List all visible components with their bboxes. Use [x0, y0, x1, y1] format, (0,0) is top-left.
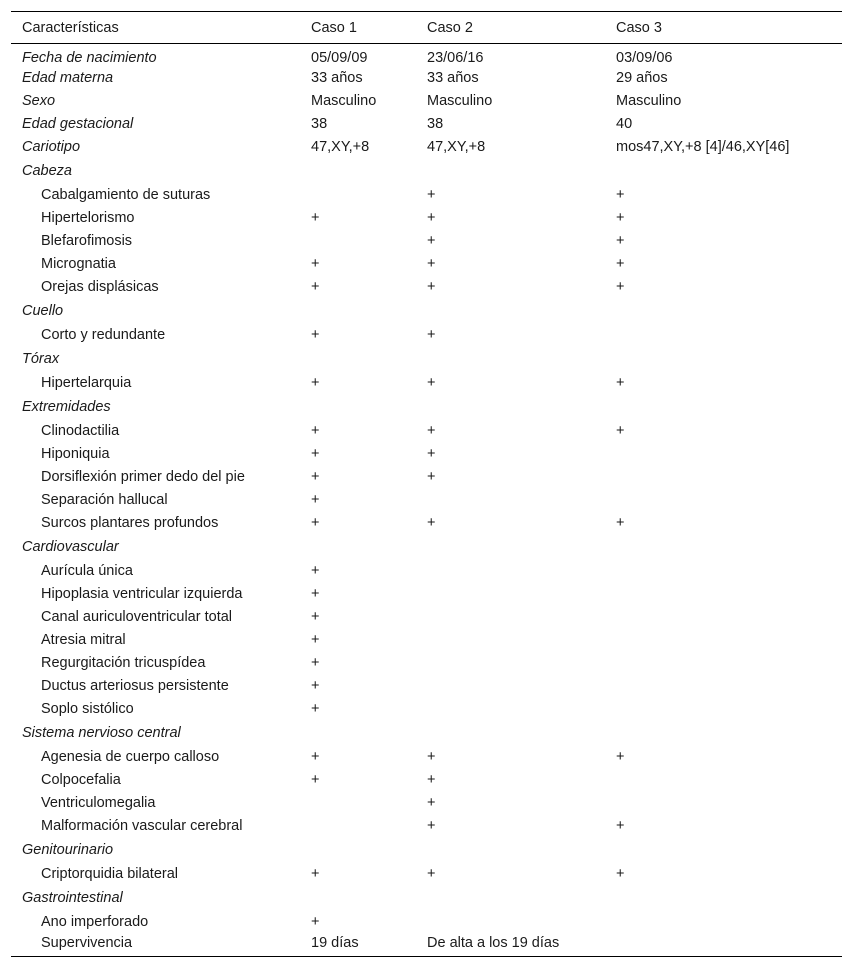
row-label: Hipertelorismo: [41, 210, 135, 226]
case-2-cell: +: [427, 233, 436, 249]
case-1-cell: [300, 535, 416, 560]
case-1-cell: +: [311, 492, 320, 508]
case-3-cell: +: [616, 256, 625, 272]
case-2-cell: +: [427, 446, 436, 462]
case-1-cell: [300, 792, 416, 815]
case-2-cell: 47,XY,+8: [427, 139, 486, 155]
table-row: [11, 583, 842, 606]
case-2-cell: +: [427, 749, 436, 765]
case-3-cell: [605, 606, 842, 629]
case-3-cell: [605, 886, 842, 911]
row-label: Micrognatia: [41, 256, 116, 272]
section-row: [11, 347, 842, 372]
case-3-cell: +: [616, 279, 625, 295]
case-2-cell: Masculino: [427, 93, 493, 109]
table-row: [11, 560, 842, 583]
case-1-cell: +: [311, 279, 320, 295]
row-label: Blefarofimosis: [41, 233, 133, 249]
case-1-cell: +: [311, 375, 320, 391]
table-row: [11, 184, 842, 207]
table-row: [11, 136, 842, 159]
case-1-cell: 19 días: [300, 934, 416, 957]
case-3-cell: +: [616, 187, 625, 203]
section-row: [11, 838, 842, 863]
section-row: [11, 721, 842, 746]
row-label: Ductus arteriosus persistente: [41, 678, 229, 694]
section-label: Cuello: [22, 303, 64, 319]
table-row: [11, 512, 842, 535]
row-label: Canal auriculoventricular total: [41, 609, 233, 625]
case-1-cell: Masculino: [311, 93, 377, 109]
section-row: [11, 395, 842, 420]
case-2-cell: +: [427, 818, 436, 834]
row-label: Dorsiflexión primer dedo del pie: [41, 469, 245, 485]
section-label: Genitourinario: [22, 842, 114, 858]
row-label: Fecha de nacimiento: [22, 50, 157, 67]
section-label: Cabeza: [22, 163, 72, 179]
case-1-cell: +: [311, 256, 320, 272]
case-3-cell: [605, 838, 842, 863]
case-1-cell: +: [311, 469, 320, 485]
case-2-cell: [416, 606, 605, 629]
case-2-cell: [416, 652, 605, 675]
case-1-cell: [300, 230, 416, 253]
case-2-cell: [416, 395, 605, 420]
row-label: Surcos plantares profundos: [41, 515, 219, 531]
case-2-cell: +: [427, 187, 436, 203]
case-1-cell: +: [311, 586, 320, 602]
case-2-cell: [416, 911, 605, 934]
case-2-cell: [416, 583, 605, 606]
case-3-cell: 29 años: [616, 70, 668, 86]
case-3-cell: [605, 395, 842, 420]
case-2-cell: [416, 299, 605, 324]
row-label: Corto y redundante: [41, 327, 166, 343]
case-3-cell: [605, 535, 842, 560]
case-2-cell: 23/06/16: [427, 50, 484, 67]
case-3-cell: +: [616, 749, 625, 765]
case-2-cell: +: [427, 256, 436, 272]
case-3-cell: +: [616, 423, 625, 439]
case-2-cell: +: [427, 375, 436, 391]
row-label: Separación hallucal: [41, 492, 168, 508]
table-row: [11, 253, 842, 276]
case-3-cell: [605, 769, 842, 792]
case-2-cell: [416, 560, 605, 583]
case-1-cell: +: [311, 423, 320, 439]
case-3-cell: [605, 934, 842, 957]
case-1-cell: [300, 886, 416, 911]
table-row: [11, 606, 842, 629]
table-row: [11, 443, 842, 466]
header-case-1: Caso 1: [300, 12, 416, 44]
case-1-cell: +: [311, 655, 320, 671]
row-label: Hiponiquia: [41, 446, 110, 462]
row-label: Cabalgamiento de suturas: [41, 187, 211, 203]
characteristics-table: [11, 11, 842, 957]
case-1-cell: +: [311, 678, 320, 694]
case-1-cell: [300, 347, 416, 372]
case-3-cell: +: [616, 210, 625, 226]
case-3-cell: mos47,XY,+8 [4]/46,XY[46]: [616, 139, 790, 155]
case-2-cell: [416, 886, 605, 911]
table-row: [11, 629, 842, 652]
case-2-cell: [416, 347, 605, 372]
case-1-cell: +: [311, 701, 320, 717]
case-3-cell: [605, 583, 842, 606]
case-2-cell: +: [427, 469, 436, 485]
section-label: Tórax: [22, 351, 60, 367]
row-label: Criptorquidia bilateral: [41, 866, 179, 882]
case-1-cell: +: [311, 210, 320, 226]
case-3-cell: +: [616, 818, 625, 834]
row-label: Hipoplasia ventricular izquierda: [41, 586, 243, 602]
table-row: [11, 652, 842, 675]
case-1-cell: [300, 159, 416, 184]
table-row: [11, 863, 842, 886]
case-2-cell: 33 años: [427, 70, 479, 86]
case-2-cell: [416, 838, 605, 863]
row-label: Regurgitación tricuspídea: [41, 655, 206, 671]
row-label: Sexo: [22, 93, 56, 109]
table-body: [11, 44, 842, 957]
case-3-cell: [605, 324, 842, 347]
case-1-cell: +: [311, 515, 320, 531]
section-label: Cardiovascular: [22, 539, 119, 555]
table-header: [11, 12, 842, 44]
row-label: Malformación vascular cerebral: [41, 818, 243, 834]
row-label: Ano imperforado: [41, 914, 149, 930]
section-row: [11, 535, 842, 560]
case-2-cell: [416, 159, 605, 184]
case-1-cell: 38: [311, 116, 328, 132]
case-1-cell: +: [311, 772, 320, 788]
case-3-cell: [605, 159, 842, 184]
row-label: Atresia mitral: [41, 632, 126, 648]
case-3-cell: [605, 675, 842, 698]
row-label: Cariotipo: [22, 139, 81, 155]
table-row: [11, 90, 842, 113]
case-3-cell: [605, 489, 842, 512]
characteristics-table-container: [11, 11, 842, 957]
case-1-cell: 33 años: [311, 70, 363, 86]
case-1-cell: [300, 395, 416, 420]
case-2-cell: +: [427, 866, 436, 882]
case-2-cell: +: [427, 423, 436, 439]
case-1-cell: +: [311, 446, 320, 462]
table-row: [11, 815, 842, 838]
case-1-cell: 47,XY,+8: [311, 139, 370, 155]
row-label: Ventriculomegalia: [41, 795, 156, 811]
table-row: [11, 792, 842, 815]
row-label: Hipertelarquia: [41, 375, 132, 391]
section-row: [11, 886, 842, 911]
section-row: [11, 299, 842, 324]
section-label: Sistema nervioso central: [22, 725, 181, 741]
row-label: Clinodactilia: [41, 423, 120, 439]
table-row: [11, 420, 842, 443]
case-1-cell: +: [311, 563, 320, 579]
case-3-cell: [605, 698, 842, 721]
row-label: Colpocefalia: [41, 772, 121, 788]
header-characteristics: Características: [11, 12, 300, 44]
case-3-cell: [605, 560, 842, 583]
table-row: [11, 67, 842, 90]
table-row: [11, 934, 842, 957]
case-3-cell: +: [616, 866, 625, 882]
case-1-cell: [300, 184, 416, 207]
table-row: [11, 911, 842, 934]
case-3-cell: [605, 652, 842, 675]
case-3-cell: [605, 629, 842, 652]
table-row: [11, 113, 842, 136]
row-label: Aurícula única: [41, 563, 133, 579]
header-row: [11, 12, 842, 44]
row-label: Soplo sistólico: [41, 701, 134, 717]
case-3-cell: [605, 911, 842, 934]
table-row: [11, 44, 842, 67]
case-2-cell: +: [427, 210, 436, 226]
case-3-cell: [605, 721, 842, 746]
case-2-cell: [416, 698, 605, 721]
case-1-cell: +: [311, 632, 320, 648]
case-2-cell: [416, 721, 605, 746]
table-row: [11, 769, 842, 792]
case-1-cell: [300, 815, 416, 838]
case-1-cell: [300, 838, 416, 863]
case-3-cell: 03/09/06: [616, 50, 673, 67]
case-3-cell: [605, 466, 842, 489]
case-2-cell: +: [427, 327, 436, 343]
case-1-cell: [300, 721, 416, 746]
case-2-cell: [416, 629, 605, 652]
case-1-cell: +: [311, 327, 320, 343]
case-3-cell: +: [616, 375, 625, 391]
case-1-cell: [300, 299, 416, 324]
section-label: Gastrointestinal: [22, 890, 123, 906]
case-2-cell: [416, 489, 605, 512]
case-1-cell: +: [311, 914, 320, 930]
table-row: [11, 207, 842, 230]
row-label: Orejas displásicas: [41, 279, 159, 295]
case-1-cell: +: [311, 609, 320, 625]
row-label: Agenesia de cuerpo calloso: [41, 749, 220, 765]
case-1-cell: +: [311, 866, 320, 882]
table-row: [11, 675, 842, 698]
header-case-2: Caso 2: [416, 12, 605, 44]
table-row: [11, 489, 842, 512]
case-3-cell: Masculino: [616, 93, 682, 109]
row-label: Edad gestacional: [22, 116, 134, 132]
table-row: [11, 746, 842, 769]
case-2-cell: +: [427, 795, 436, 811]
row-label: Edad materna: [22, 70, 114, 86]
case-2-cell: De alta a los 19 días: [416, 934, 605, 957]
table-row: [11, 276, 842, 299]
table-row: [11, 372, 842, 395]
table-row: [11, 324, 842, 347]
case-3-cell: 40: [616, 116, 633, 132]
case-2-cell: +: [427, 772, 436, 788]
case-3-cell: +: [616, 515, 625, 531]
case-1-cell: +: [311, 749, 320, 765]
case-3-cell: [605, 299, 842, 324]
case-1-cell: 05/09/09: [311, 50, 368, 67]
case-3-cell: [605, 792, 842, 815]
case-3-cell: [605, 443, 842, 466]
section-row: [11, 159, 842, 184]
row-label: Supervivencia: [11, 934, 300, 957]
table-row: [11, 698, 842, 721]
case-3-cell: [605, 347, 842, 372]
case-3-cell: +: [616, 233, 625, 249]
case-2-cell: +: [427, 279, 436, 295]
table-row: [11, 466, 842, 489]
table-row: [11, 230, 842, 253]
header-case-3: Caso 3: [605, 12, 842, 44]
case-2-cell: [416, 535, 605, 560]
case-2-cell: +: [427, 515, 436, 531]
case-2-cell: 38: [427, 116, 444, 132]
case-2-cell: [416, 675, 605, 698]
section-label: Extremidades: [22, 399, 111, 415]
